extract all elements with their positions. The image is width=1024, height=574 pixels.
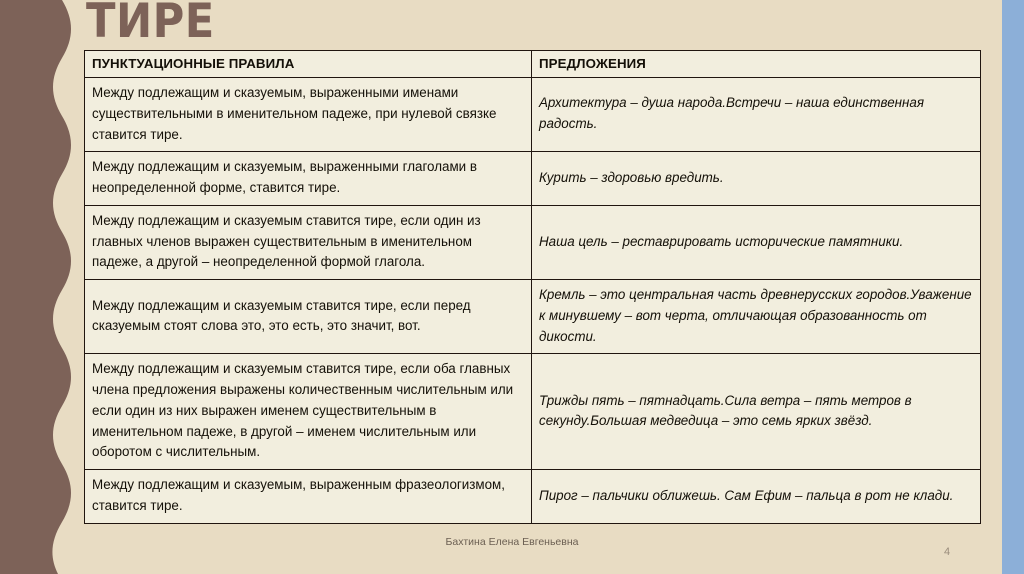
example-cell: Архитектура – душа народа.Встречи – наша единственная радость. xyxy=(532,78,981,152)
rule-cell: Между подлежащим и сказуемым ставится тире, если оба главных члена предложения выражены количественным числительным или если один из них выражен именем существительным в именительном падеже, в другой – именем числительным или оборотом с числительным. xyxy=(85,354,532,470)
rule-cell: Между подлежащим и сказуемым ставится тире, если перед сказуемым стоят слова это, это есть, это значит, вот. xyxy=(85,280,532,354)
column-header-rules: ПУНКТУАЦИОННЫЕ ПРАВИЛА xyxy=(85,51,532,78)
rules-table-container xyxy=(84,50,980,524)
rule-cell: Между подлежащим и сказуемым, выраженными именами существительными в именительном падеже, при нулевой связке ставится тире. xyxy=(85,78,532,152)
column-header-examples: ПРЕДЛОЖЕНИЯ xyxy=(532,51,981,78)
footer-author: Бахтина Елена Евгеньевна xyxy=(445,536,579,548)
table-row xyxy=(85,205,981,279)
example-cell: Курить – здоровью вредить. xyxy=(532,152,981,206)
left-decorative-wave-band xyxy=(0,0,78,574)
table-body xyxy=(85,78,981,524)
page-number: 4 xyxy=(944,546,951,558)
example-cell: Пирог – пальчики оближешь. Сам Ефим – пальца в рот не клади. xyxy=(532,470,981,524)
right-accent-bar xyxy=(1002,0,1024,574)
table-row xyxy=(85,78,981,152)
table-row xyxy=(85,470,981,524)
example-cell: Кремль – это центральная часть древнерусских городов.Уважение к минувшему – вот черта, отличающая образованность от дикости. xyxy=(532,280,981,354)
table-row xyxy=(85,280,981,354)
rule-cell: Между подлежащим и сказуемым ставится тире, если один из главных членов выражен существительным в именительном падеже, а другой – неопределенной формой глагола. xyxy=(85,205,532,279)
example-cell: Наша цель – реставрировать исторические памятники. xyxy=(532,205,981,279)
rule-cell: Между подлежащим и сказуемым, выраженным фразеологизмом, ставится тире. xyxy=(85,470,532,524)
table-header-row xyxy=(85,51,981,78)
table-row xyxy=(85,354,981,470)
table-row xyxy=(85,152,981,206)
punctuation-rules-table xyxy=(84,50,981,524)
example-cell: Трижды пять – пятнадцать.Сила ветра – пять метров в секунду.Большая медведица – это семь ярких звёзд. xyxy=(532,354,981,470)
page-title: ТИРЕ xyxy=(86,0,215,49)
rule-cell: Между подлежащим и сказуемым, выраженными глаголами в неопределенной форме, ставится тире. xyxy=(85,152,532,206)
